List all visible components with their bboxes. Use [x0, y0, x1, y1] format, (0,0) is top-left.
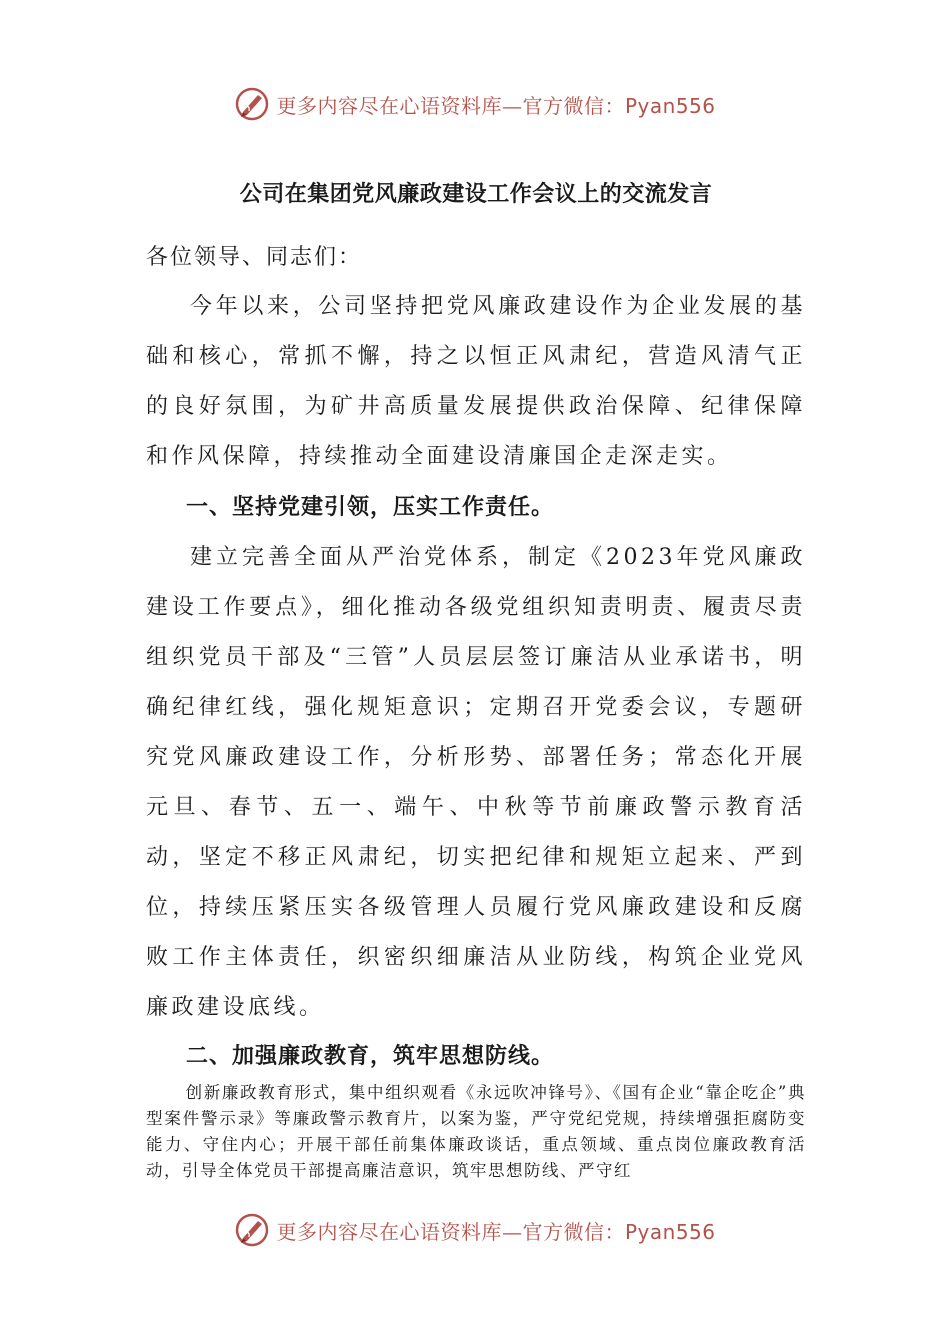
- section-1-paragraph: 建立完善全面从严治党体系，制定《2023年党风廉政建设工作要点》，细化推动各级党组织知责明责、履责尽责组织党员干部及“三管”人员层层签订廉洁从业承诺书，明确纪律红线，强化规矩意识；定期召开党委会议，专题研究党风廉政建设工作，分析形势、部署任务；常态化开展元旦、春节、五一、端午、中秋等节前廉政警示教育活动，坚定不移正风肃纪，切实把纪律和规矩立起来、严到位，持续压紧压实各级管理人员履行党风廉政建设和反腐败工作主体责任，织密织细廉洁从业防线，构筑企业党风廉政建设底线。: [146, 545, 806, 1020]
- banner-label: 更多内容尽在心语资料库—官方微信：: [276, 93, 625, 118]
- header-banner: [0, 82, 950, 126]
- document-title: 公司在集团党风廉政建设工作会议上的交流发言: [239, 181, 713, 207]
- section-2-paragraph: 创新廉政教育形式，集中组织观看《永远吹冲锋号》、《国有企业“靠企吃企”典型案件警示录》等廉政警示教育片，以案为鉴，严守党纪党规，持续增强拒腐防变能力、守住内心；开展干部任前集体廉政谈话，重点领域、重点岗位廉政教育活动，引导全体党员干部提高廉洁意识，筑牢思想防线、严守红: [146, 1083, 806, 1180]
- banner-text: [276, 1216, 715, 1245]
- section-2-heading: 二、加强廉政教育，筑牢思想防线。: [186, 1043, 555, 1069]
- banner-wechat-id: Pyan556: [624, 93, 716, 118]
- banner-wechat-id: Pyan556: [624, 1219, 716, 1244]
- pen-logo-icon: [234, 1212, 270, 1248]
- banner-label: 更多内容尽在心语资料库—官方微信：: [276, 1219, 625, 1244]
- section-1-heading: 一、坚持党建引领，压实工作责任。: [186, 494, 555, 520]
- intro-paragraph: 今年以来，公司坚持把党风廉政建设作为企业发展的基础和核心，常抓不懈，持之以恒正风肃纪，营造风清气正的良好氛围，为矿井高质量发展提供政治保障、纪律保障和作风保障，持续推动全面建设清廉国企走深走实。: [146, 294, 806, 469]
- salutation: 各位领导、同志们：: [146, 245, 363, 270]
- footer-banner: [0, 1208, 950, 1252]
- banner-text: [276, 90, 715, 119]
- pen-logo-icon: [234, 86, 270, 122]
